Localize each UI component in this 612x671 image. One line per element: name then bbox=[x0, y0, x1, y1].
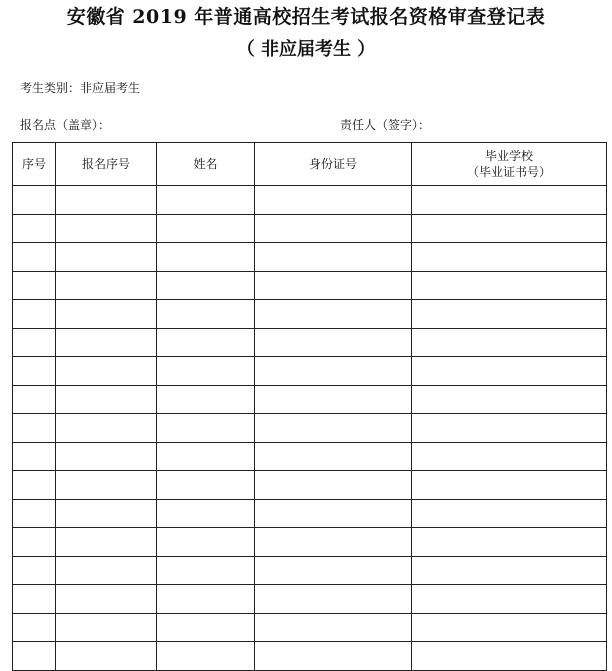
table-row bbox=[13, 585, 607, 614]
cell-name bbox=[157, 414, 255, 443]
cell-name bbox=[157, 328, 255, 357]
cell-seq bbox=[13, 243, 56, 272]
cell-seq bbox=[13, 414, 56, 443]
cell-graduation-school bbox=[412, 613, 607, 642]
cell-graduation-school bbox=[412, 528, 607, 557]
table-row bbox=[13, 528, 607, 557]
cell-registration-number bbox=[56, 243, 157, 272]
cell-graduation-school bbox=[412, 442, 607, 471]
header-name: 姓名 bbox=[157, 143, 255, 186]
candidate-category-label: 考生类别：非应届考生 bbox=[20, 81, 141, 95]
table-row bbox=[13, 556, 607, 585]
cell-registration-number bbox=[56, 385, 157, 414]
cell-registration-number bbox=[56, 186, 157, 215]
form-title: 安徽省 2019 年普通高校招生考试报名资格审查登记表 bbox=[66, 6, 546, 28]
responsible-person-signature-label: 责任人（签字）： bbox=[340, 118, 431, 132]
cell-name bbox=[157, 556, 255, 585]
cell-name bbox=[157, 186, 255, 215]
header-registration-number: 报名序号 bbox=[56, 143, 157, 186]
table-row bbox=[13, 414, 607, 443]
cell-graduation-school bbox=[412, 385, 607, 414]
cell-graduation-school bbox=[412, 328, 607, 357]
table-header-row bbox=[13, 143, 607, 186]
table-row bbox=[13, 243, 607, 272]
cell-registration-number bbox=[56, 613, 157, 642]
cell-seq bbox=[13, 300, 56, 329]
cell-id-number bbox=[255, 186, 412, 215]
cell-graduation-school bbox=[412, 214, 607, 243]
cell-id-number bbox=[255, 414, 412, 443]
cell-id-number bbox=[255, 271, 412, 300]
table-row bbox=[13, 357, 607, 386]
cell-seq bbox=[13, 585, 56, 614]
table-row bbox=[13, 471, 607, 500]
cell-seq bbox=[13, 328, 56, 357]
table-row bbox=[13, 613, 607, 642]
cell-seq bbox=[13, 556, 56, 585]
cell-name bbox=[157, 528, 255, 557]
registration-site-stamp-label: 报名点（盖章）： bbox=[20, 118, 111, 132]
cell-registration-number bbox=[56, 556, 157, 585]
cell-seq bbox=[13, 385, 56, 414]
cell-seq bbox=[13, 499, 56, 528]
cell-graduation-school bbox=[412, 556, 607, 585]
cell-name bbox=[157, 357, 255, 386]
table-row bbox=[13, 328, 607, 357]
cell-registration-number bbox=[56, 471, 157, 500]
cell-graduation-school bbox=[412, 585, 607, 614]
cell-id-number bbox=[255, 442, 412, 471]
cell-graduation-school bbox=[412, 414, 607, 443]
cell-registration-number bbox=[56, 300, 157, 329]
cell-graduation-school bbox=[412, 271, 607, 300]
cell-name bbox=[157, 271, 255, 300]
header-graduation-school bbox=[412, 143, 607, 186]
cell-id-number bbox=[255, 243, 412, 272]
cell-seq bbox=[13, 528, 56, 557]
table-row bbox=[13, 499, 607, 528]
cell-seq bbox=[13, 186, 56, 215]
cell-name bbox=[157, 613, 255, 642]
cell-id-number bbox=[255, 556, 412, 585]
cell-registration-number bbox=[56, 528, 157, 557]
cell-name bbox=[157, 585, 255, 614]
cell-registration-number bbox=[56, 414, 157, 443]
table-row bbox=[13, 271, 607, 300]
cell-name bbox=[157, 214, 255, 243]
cell-registration-number bbox=[56, 442, 157, 471]
cell-graduation-school bbox=[412, 357, 607, 386]
cell-registration-number bbox=[56, 585, 157, 614]
cell-id-number bbox=[255, 499, 412, 528]
table-row bbox=[13, 186, 607, 215]
cell-seq bbox=[13, 442, 56, 471]
cell-id-number bbox=[255, 214, 412, 243]
cell-registration-number bbox=[56, 214, 157, 243]
cell-id-number bbox=[255, 385, 412, 414]
cell-id-number bbox=[255, 471, 412, 500]
header-certificate-line: （毕业证书号） bbox=[466, 165, 551, 179]
cell-seq bbox=[13, 357, 56, 386]
table-row bbox=[13, 385, 607, 414]
cell-seq bbox=[13, 613, 56, 642]
cell-seq bbox=[13, 271, 56, 300]
cell-id-number bbox=[255, 357, 412, 386]
cell-name bbox=[157, 442, 255, 471]
cell-registration-number bbox=[56, 328, 157, 357]
cell-id-number bbox=[255, 300, 412, 329]
cell-seq bbox=[13, 471, 56, 500]
cell-name bbox=[157, 300, 255, 329]
cell-name bbox=[157, 243, 255, 272]
table-row bbox=[13, 300, 607, 329]
cell-graduation-school bbox=[412, 186, 607, 215]
header-id-number: 身份证号 bbox=[255, 143, 412, 186]
table-body bbox=[13, 186, 607, 671]
cell-id-number bbox=[255, 585, 412, 614]
cell-name bbox=[157, 499, 255, 528]
form-subtitle: （ 非应届考生 ） bbox=[236, 39, 376, 60]
header-seq: 序号 bbox=[13, 143, 56, 186]
cell-id-number bbox=[255, 328, 412, 357]
cell-name bbox=[157, 385, 255, 414]
registration-table bbox=[12, 142, 607, 671]
cell-graduation-school bbox=[412, 499, 607, 528]
cell-registration-number bbox=[56, 499, 157, 528]
header-school-line: 毕业学校 bbox=[484, 149, 533, 163]
cell-registration-number bbox=[56, 357, 157, 386]
cell-seq bbox=[13, 214, 56, 243]
cell-name bbox=[157, 471, 255, 500]
table-row bbox=[13, 214, 607, 243]
cell-id-number bbox=[255, 613, 412, 642]
cell-graduation-school bbox=[412, 471, 607, 500]
cell-registration-number bbox=[56, 271, 157, 300]
cell-id-number bbox=[255, 528, 412, 557]
table-row bbox=[13, 442, 607, 471]
cell-graduation-school bbox=[412, 300, 607, 329]
cell-graduation-school bbox=[412, 243, 607, 272]
